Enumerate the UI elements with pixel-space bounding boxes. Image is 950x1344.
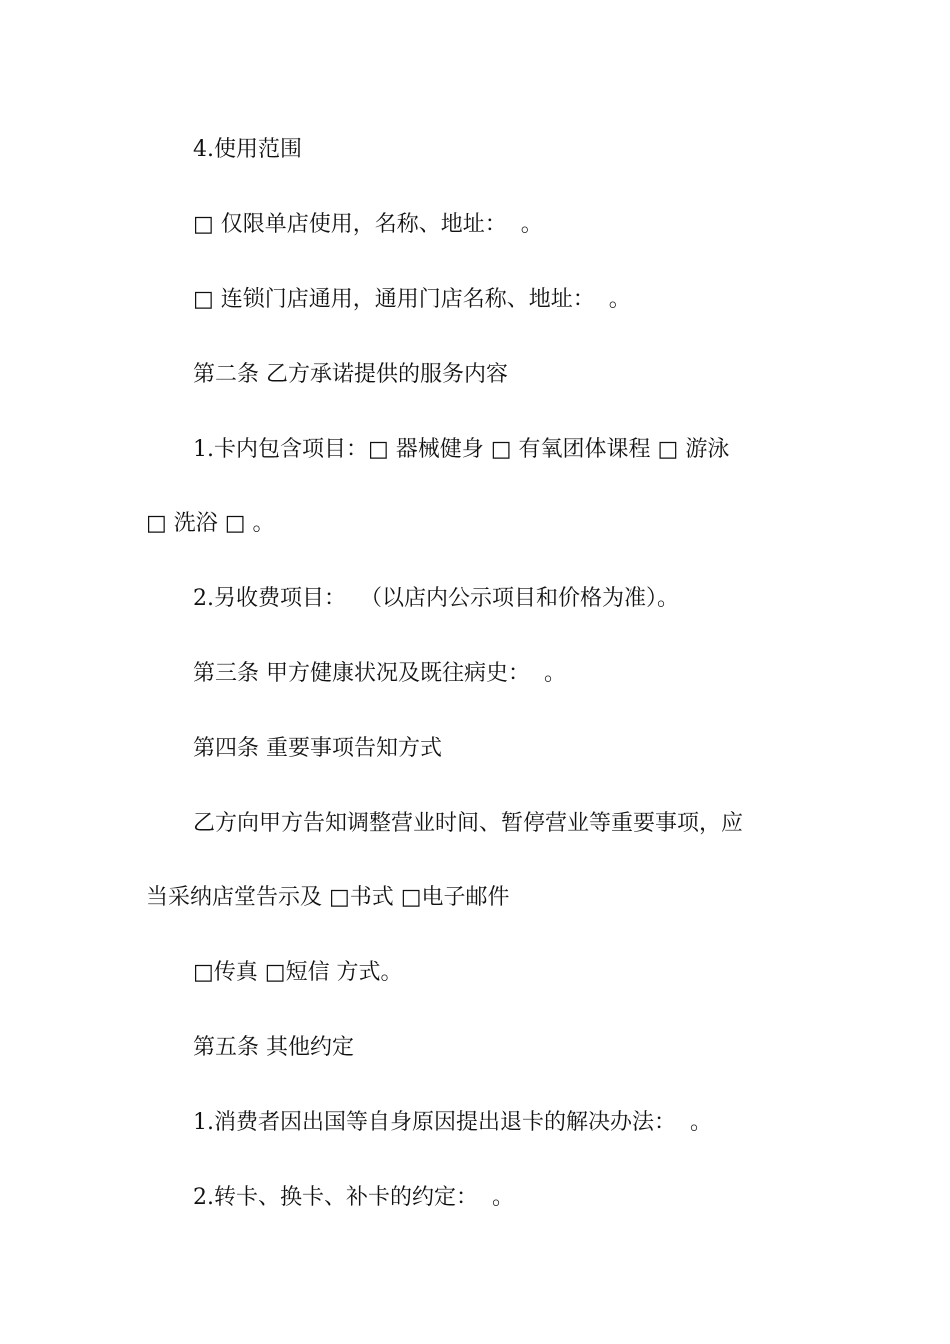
option-single-store: □ 仅限单店使用，名称、地址： 。 — [193, 212, 543, 237]
included-items-continued: □ 洗浴 □ 。 — [146, 511, 275, 536]
card-transfer-agreement-line: 2.转卡、换卡、补卡的约定： 。 — [193, 1185, 514, 1210]
included-items-line: 1.卡内包含项目：□ 器械健身 □ 有氧团体课程 □ 游泳 — [193, 437, 730, 462]
article-5-heading: 第五条 其他约定 — [193, 1035, 354, 1060]
extra-charge-items: 2.另收费项目： （以店内公示项目和价格为准）。 — [193, 586, 679, 611]
section-heading-usage-scope: 4.使用范围 — [193, 137, 302, 162]
option-chain-stores: □ 连锁门店通用，通用门店名称、地址： 。 — [193, 287, 631, 312]
refund-agreement-line: 1.消费者因出国等自身原因提出退卡的解决办法： 。 — [193, 1110, 712, 1135]
notice-paragraph-line-1: 乙方向甲方告知调整营业时间、暂停营业等重要事项，应 — [193, 811, 744, 836]
article-2-heading: 第二条 乙方承诺提供的服务内容 — [193, 362, 508, 387]
notice-paragraph-line-2: 当采纳店堂告示及 □书式 □电子邮件 — [146, 885, 510, 910]
notice-paragraph-line-3: □传真 □短信 方式。 — [193, 960, 403, 985]
article-3-health-status: 第三条 甲方健康状况及既往病史： 。 — [193, 661, 566, 686]
article-4-heading: 第四条 重要事项告知方式 — [193, 736, 442, 761]
